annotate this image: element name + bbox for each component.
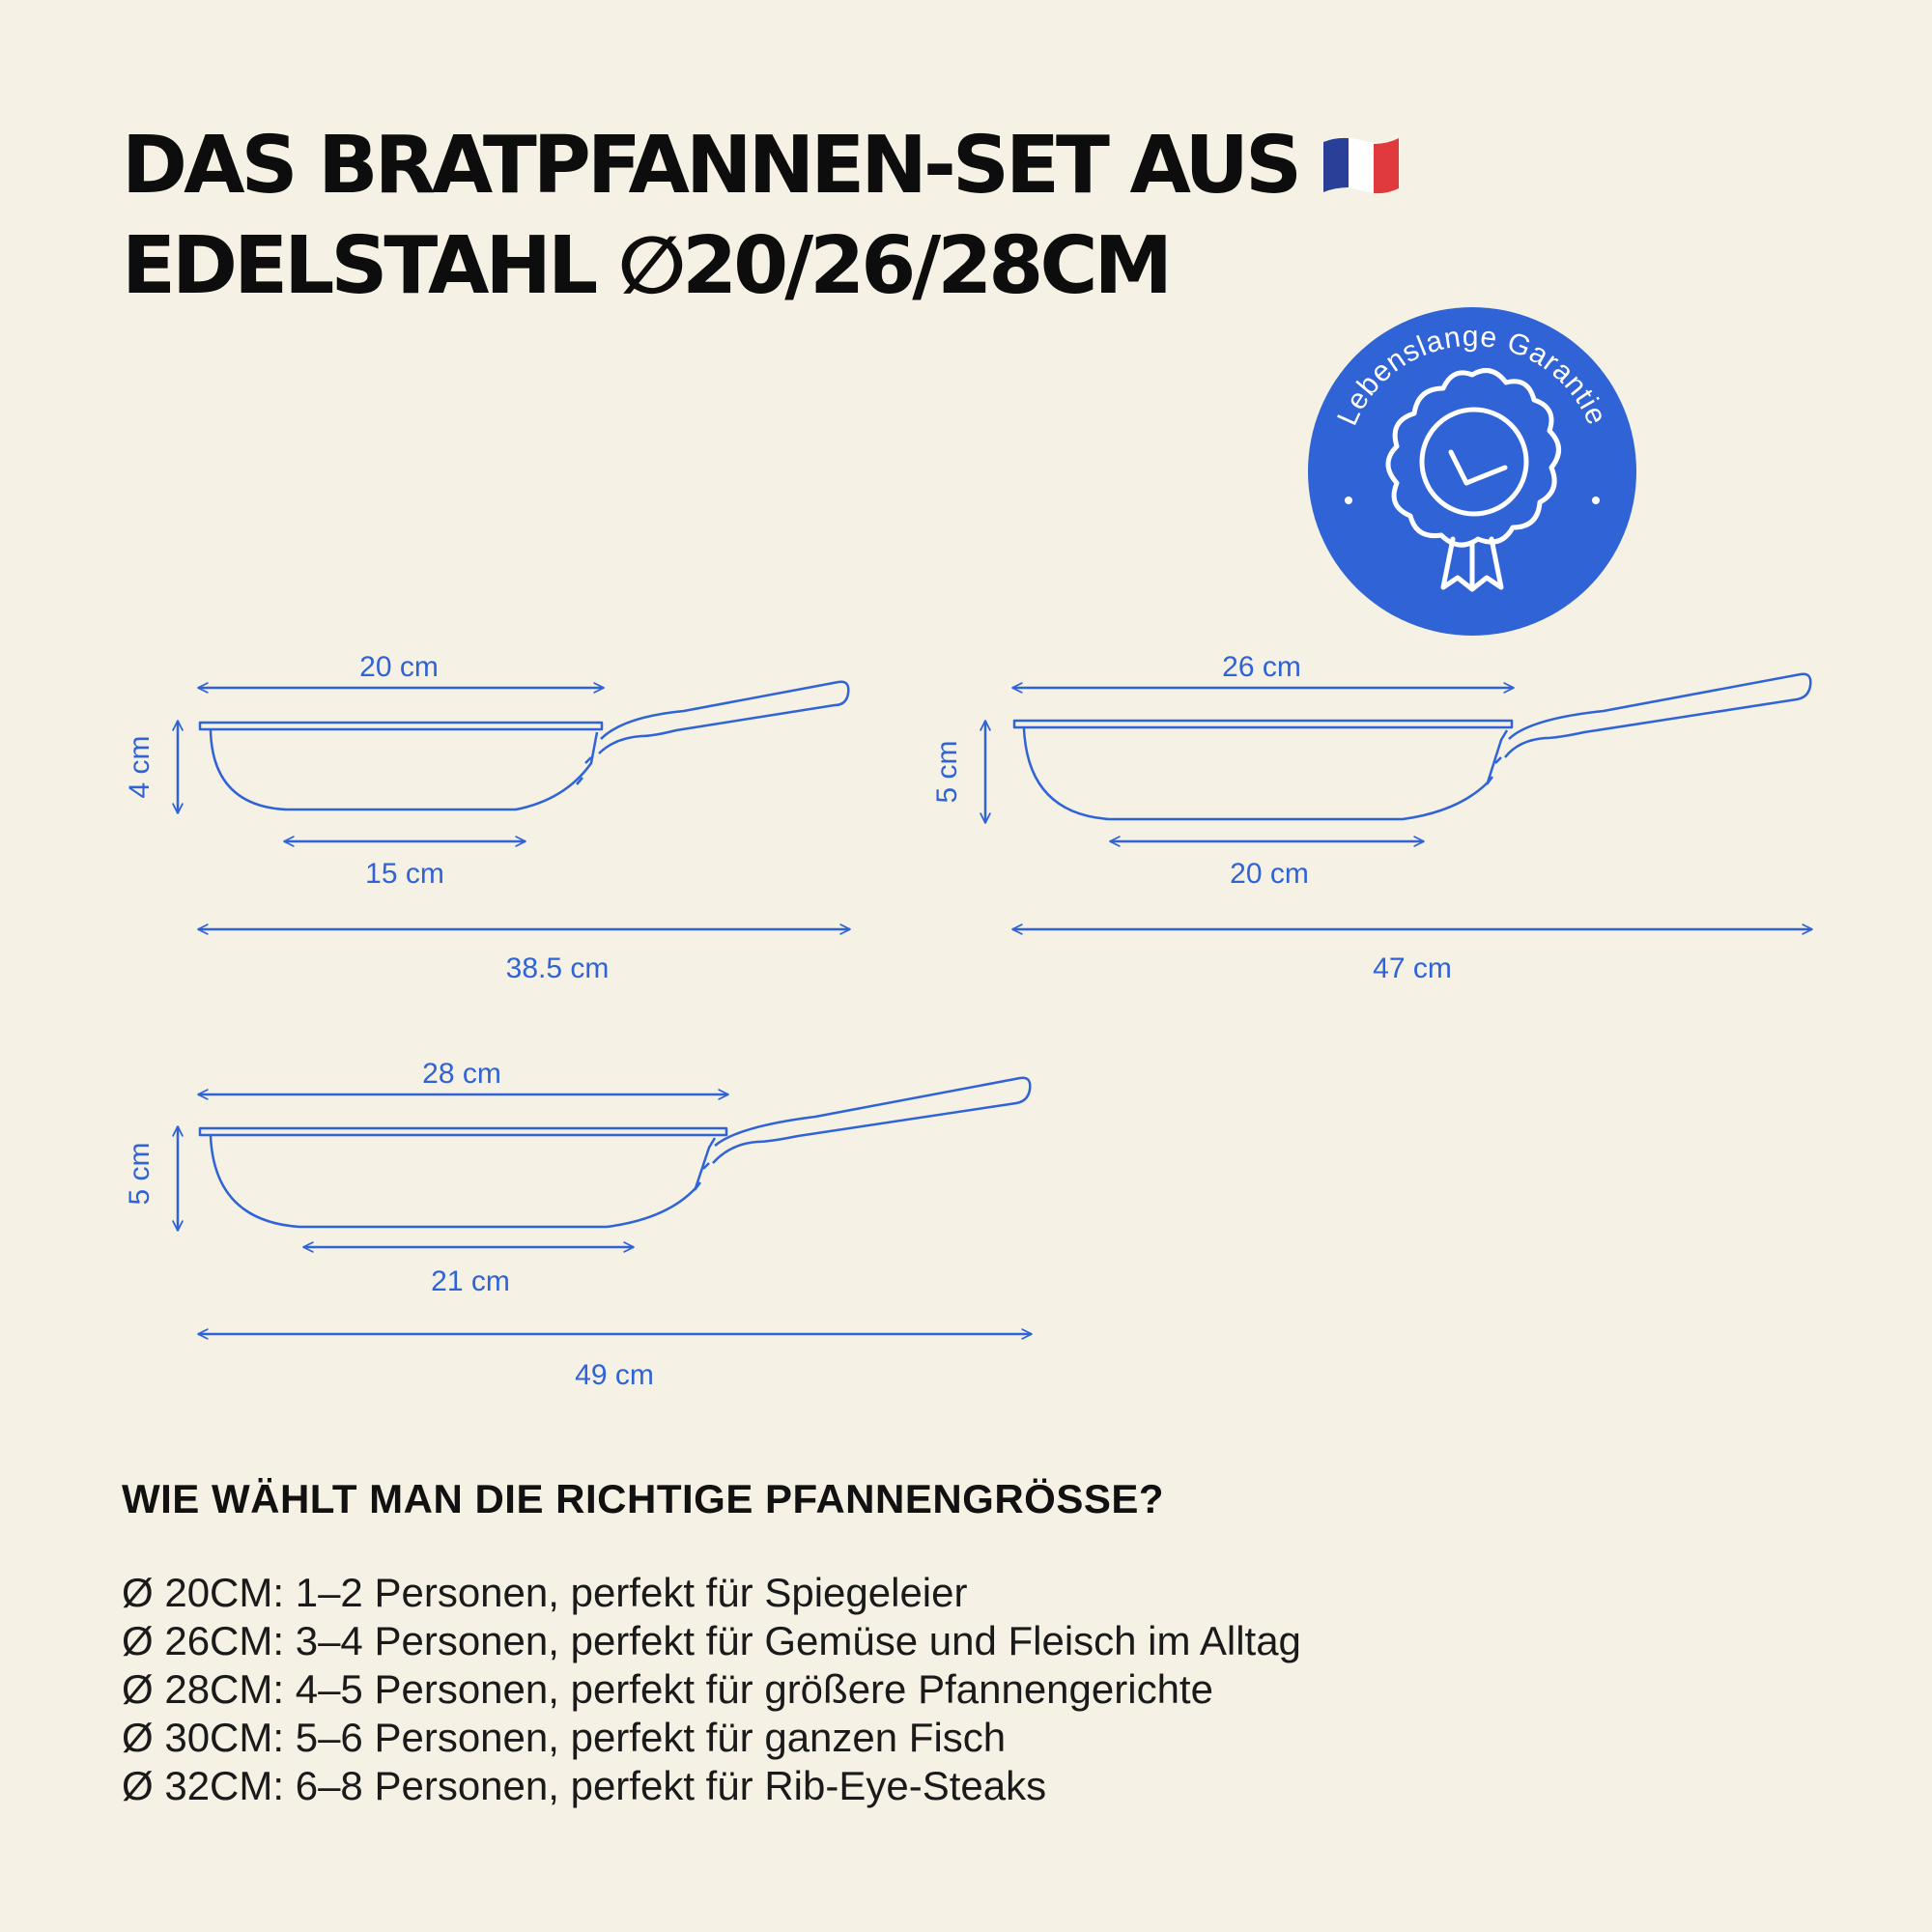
pan-outline <box>200 1078 1030 1227</box>
diameter-label: 20 cm <box>359 651 439 683</box>
pan-outline <box>200 682 848 810</box>
base-label: 20 cm <box>1230 858 1309 890</box>
height-label: 5 cm <box>124 1142 156 1206</box>
pan-26-drawing <box>931 651 1812 984</box>
height-label: 4 cm <box>124 735 156 799</box>
height-label: 5 cm <box>931 740 963 804</box>
list-item: Ø 30CM: 5–6 Personen, perfekt für ganzen Fisch <box>122 1715 1007 1760</box>
title-line-1: DAS BRATPFANNEN-SET AUS <box>122 116 1403 216</box>
dimension-lines <box>178 1094 1032 1334</box>
size-guide-list <box>122 1569 1301 1810</box>
dimension-lines <box>985 688 1812 929</box>
base-label: 15 cm <box>365 858 444 890</box>
base-label: 21 cm <box>431 1265 510 1297</box>
pan-28-drawing <box>124 1058 1032 1391</box>
pan-20-drawing <box>124 651 850 984</box>
size-guide-heading: WIE WÄHLT MAN DIE RICHTIGE PFANNENGRÖSSE? <box>122 1476 1165 1521</box>
pan-outline <box>1014 674 1810 819</box>
length-label: 47 cm <box>1373 952 1452 984</box>
list-item: Ø 32CM: 6–8 Personen, perfekt für Rib-Eye-Steaks <box>122 1763 1047 1808</box>
diameter-label: 28 cm <box>422 1058 501 1090</box>
length-label: 49 cm <box>575 1359 654 1391</box>
list-item: Ø 26CM: 3–4 Personen, perfekt für Gemüse und Fleisch im Alltag <box>122 1618 1301 1663</box>
title-line-2: EDELSTAHL ∅20/26/28CM <box>122 220 1170 312</box>
diameter-label: 26 cm <box>1222 651 1301 683</box>
length-label: 38.5 cm <box>505 952 610 984</box>
list-item: Ø 20CM: 1–2 Personen, perfekt für Spiegeleier <box>122 1570 968 1615</box>
badge-text: Lebenslange Garantie <box>1331 320 1613 431</box>
list-item: Ø 28CM: 4–5 Personen, perfekt für größere Pfannengerichte <box>122 1666 1213 1712</box>
